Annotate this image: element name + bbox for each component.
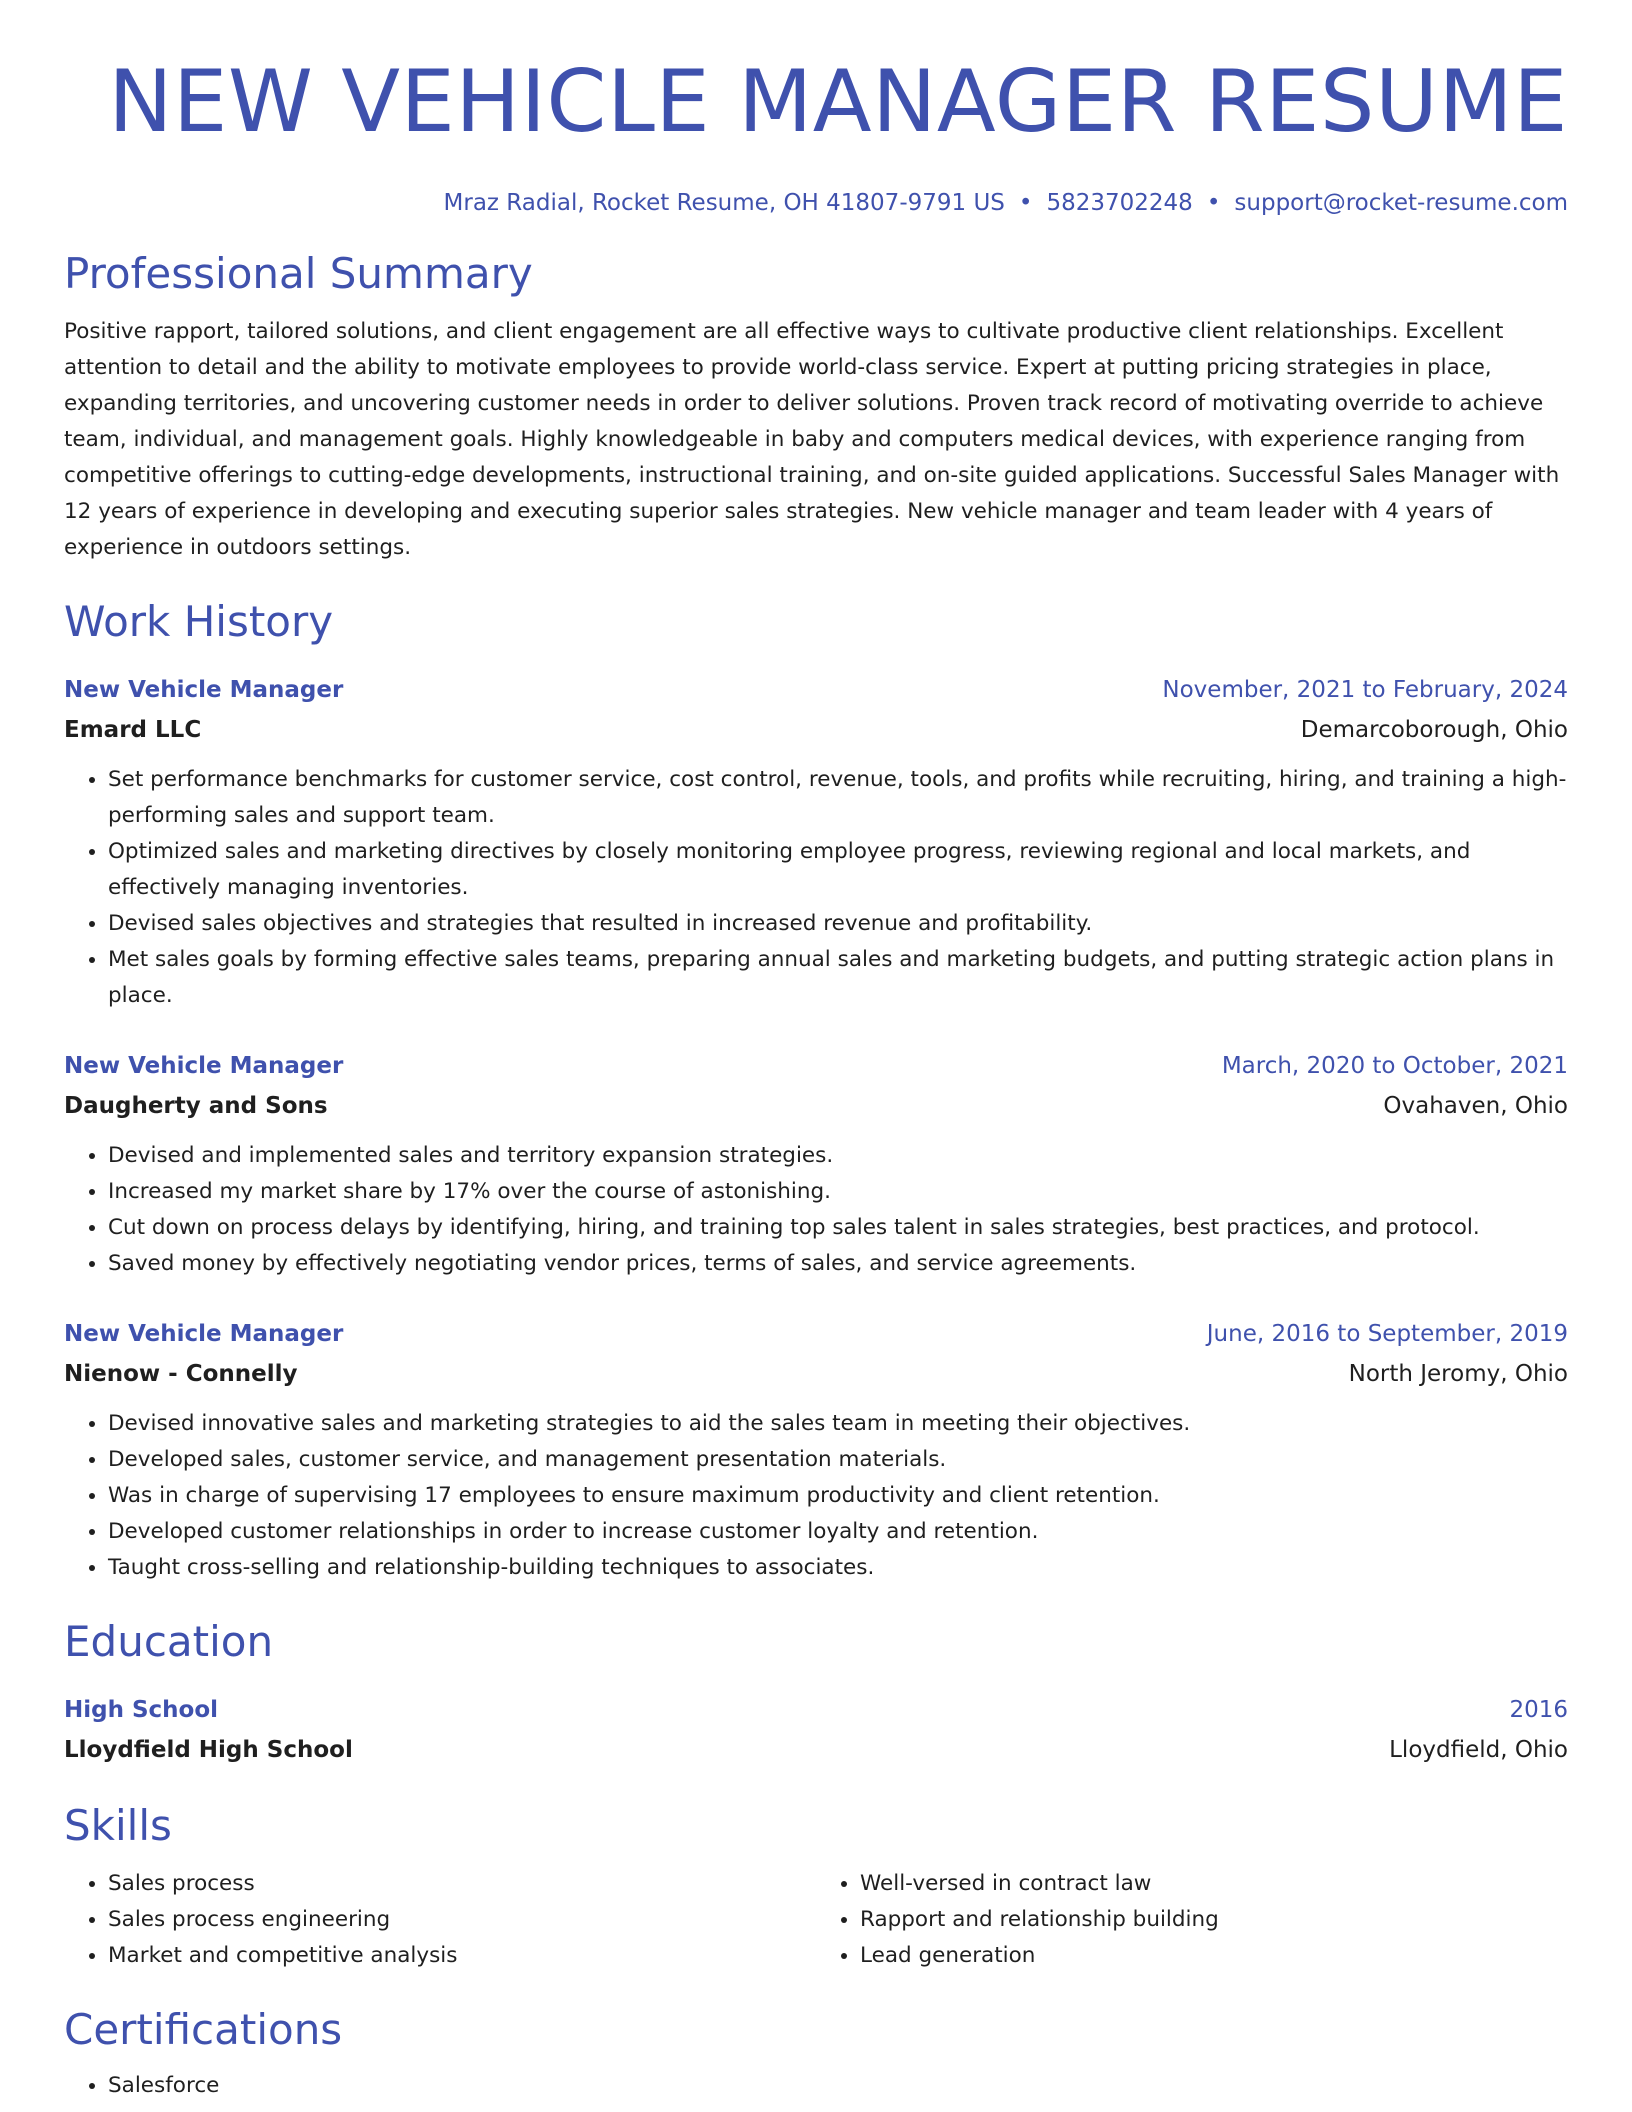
- summary-heading: Professional Summary: [64, 249, 533, 298]
- job-bullet: • Optimized sales and marketing directives by closely monitoring employee progress, reviewing regional and local markets, and effectively managing inventories.: [108, 834, 1568, 906]
- job-title: New Vehicle Manager: [64, 1053, 344, 1079]
- job-location: Demarcoborough, Ohio: [1300, 717, 1568, 743]
- job-company: Daugherty and Sons: [64, 1093, 328, 1119]
- job-bullets: [64, 762, 1568, 1014]
- skill-item: • Lead generation: [860, 1938, 1568, 1974]
- skills-section: [64, 1800, 1568, 1974]
- education-degree: High School: [64, 1697, 219, 1723]
- skill-item: • Market and competitive analysis: [108, 1938, 816, 1974]
- job-bullet: • Cut down on process delays by identifying, hiring, and training top sales talent in sales strategies, best practices, and protocol.: [108, 1210, 1568, 1246]
- contact-line: [64, 188, 1568, 218]
- job-bullets: [64, 1138, 1568, 1282]
- education-school: Lloydfield High School: [64, 1737, 353, 1763]
- document-title: NEW VEHICLE MANAGER RESUME: [108, 52, 1568, 152]
- job-bullet: • Increased my market share by 17% over the course of astonishing.: [108, 1174, 1568, 1210]
- summary-text: Positive rapport, tailored solutions, and client engagement are all effective ways to cultivate productive client relationships. Excellent attention to detail and the ability to motivate employees to provide world-class service. Expert at putting pricing strategies in place, expanding territories, and uncovering customer needs in order to deliver solutions. Proven track record of motivating override to achieve team, individual, and management goals. Highly knowledgeable in baby and computers medical devices, with experience ranging from competitive offerings to cutting-edge developments, instructional training, and on-site guided applications. Successful Sales Manager with 12 years of experience in developing and executing superior sales strategies. New vehicle manager and team leader with 4 years of experience in outdoors settings.: [64, 319, 1560, 560]
- job-bullet: • Developed customer relationships in order to increase customer loyalty and retention.: [108, 1514, 1568, 1550]
- job-location: North Jeromy, Ohio: [1348, 1361, 1568, 1387]
- certifications-heading: Certifications: [64, 2005, 343, 2054]
- certifications-list: [64, 2068, 1568, 2104]
- certifications-section: [64, 2004, 1568, 2104]
- contact-email: support@rocket-resume.com: [1234, 190, 1568, 216]
- skills-heading: Skills: [64, 1801, 172, 1850]
- job-title: New Vehicle Manager: [64, 677, 344, 703]
- contact-separator: •: [1206, 190, 1221, 216]
- job-dates: November, 2021 to February, 2024: [1162, 677, 1568, 703]
- skill-item: • Sales process engineering: [108, 1902, 816, 1938]
- skills-right-column: [816, 1866, 1568, 1974]
- education-section: [64, 1616, 1568, 1770]
- job-location: Ovahaven, Ohio: [1383, 1093, 1568, 1119]
- education-year: 2016: [1509, 1697, 1568, 1723]
- job-bullet: • Met sales goals by forming effective sales teams, preparing annual sales and marketing budgets, and putting strategic action plans in place.: [108, 942, 1568, 1014]
- job-dates: March, 2020 to October, 2021: [1221, 1053, 1568, 1079]
- job-bullet: • Set performance benchmarks for customer service, cost control, revenue, tools, and profits while recruiting, hiring, and training a high-performing sales and support team.: [108, 762, 1568, 834]
- job-entry: [64, 670, 1568, 1014]
- education-location: Lloydfield, Ohio: [1389, 1737, 1568, 1763]
- job-bullets: [64, 1406, 1568, 1586]
- job-bullet: • Devised and implemented sales and territory expansion strategies.: [108, 1138, 1568, 1174]
- work-history-section: [64, 596, 1568, 1586]
- education-entry: [64, 1690, 1568, 1770]
- skill-item: • Rapport and relationship building: [860, 1902, 1568, 1938]
- job-entry: [64, 1046, 1568, 1282]
- job-bullet: • Saved money by effectively negotiating vendor prices, terms of sales, and service agreements.: [108, 1246, 1568, 1282]
- skill-item: • Well-versed in contract law: [860, 1866, 1568, 1902]
- job-company: Nienow - Connelly: [64, 1361, 298, 1387]
- job-entry: [64, 1314, 1568, 1586]
- job-bullet: • Devised sales objectives and strategies that resulted in increased revenue and profitability.: [108, 906, 1568, 942]
- education-heading: Education: [64, 1617, 274, 1666]
- job-title: New Vehicle Manager: [64, 1321, 344, 1347]
- contact-phone: 5823702248: [1046, 190, 1193, 216]
- skill-item: • Sales process: [108, 1866, 816, 1902]
- job-dates: June, 2016 to September, 2019: [1206, 1321, 1568, 1347]
- contact-address: Mraz Radial, Rocket Resume, OH 41807-9791 US: [443, 190, 1005, 216]
- skills-columns: [64, 1866, 1568, 1974]
- job-bullet: • Devised innovative sales and marketing strategies to aid the sales team in meeting their objectives.: [108, 1406, 1568, 1442]
- job-company: Emard LLC: [64, 717, 202, 743]
- job-bullet: • Was in charge of supervising 17 employees to ensure maximum productivity and client retention.: [108, 1478, 1568, 1514]
- work-history-heading: Work History: [64, 597, 334, 646]
- certification-item: • Salesforce: [108, 2068, 1568, 2104]
- job-bullet: • Taught cross-selling and relationship-building techniques to associates.: [108, 1550, 1568, 1586]
- skills-left-column: [64, 1866, 816, 1974]
- contact-separator: •: [1018, 190, 1033, 216]
- job-bullet: • Developed sales, customer service, and management presentation materials.: [108, 1442, 1568, 1478]
